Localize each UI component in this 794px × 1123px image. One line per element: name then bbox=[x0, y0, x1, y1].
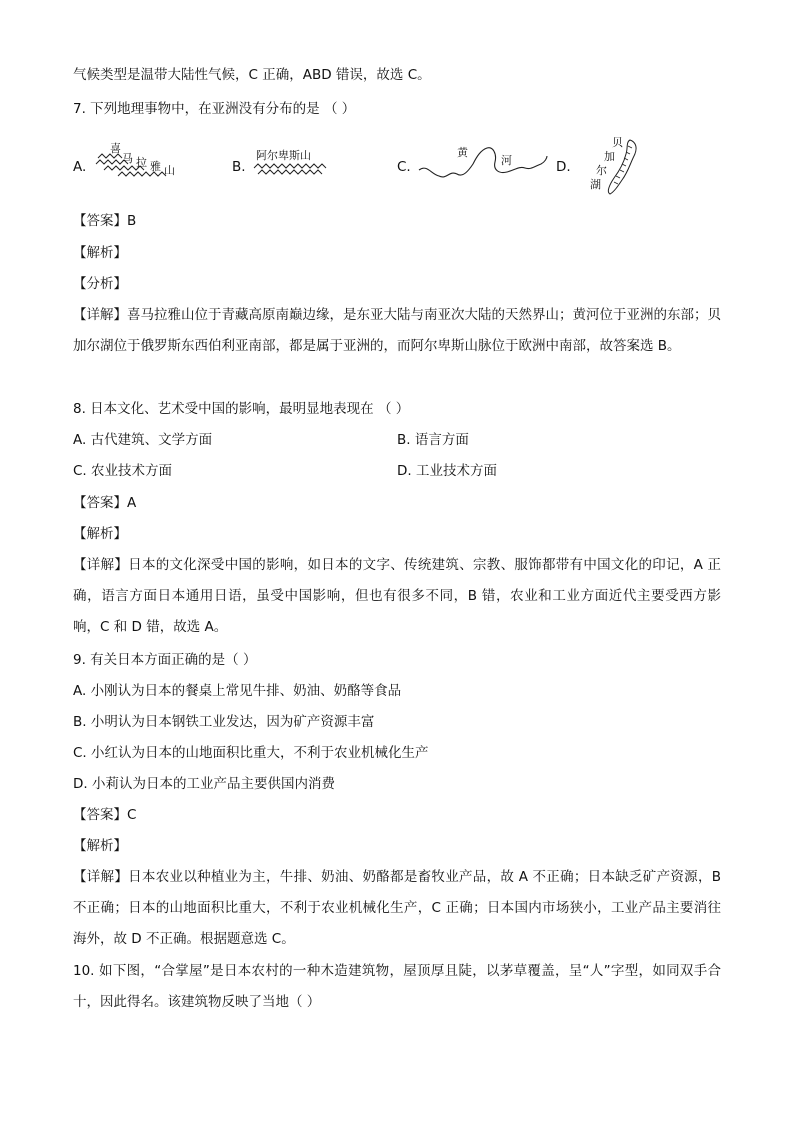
baikal-char-2: 加 bbox=[604, 150, 615, 163]
q8-option-a: A. 古代建筑、文学方面 bbox=[73, 432, 213, 448]
baikal-lake-figure bbox=[586, 134, 644, 198]
baikal-char-3: 尔 bbox=[596, 164, 607, 177]
q7-fenxi-heading: 【分析】 bbox=[73, 276, 127, 292]
question-8: 8. 日本文化、艺术受中国的影响，最明显地表现在 （ ） bbox=[73, 401, 410, 417]
q9-option-c: C. 小红认为日本的山地面积比重大，不利于农业机械化生产 bbox=[73, 745, 429, 761]
baikal-char-4: 湖 bbox=[590, 178, 601, 191]
q8-option-b: B. 语言方面 bbox=[397, 432, 469, 448]
yellow-river-char-2: 河 bbox=[501, 154, 512, 167]
q7-option-c-label: C. bbox=[397, 159, 411, 175]
himalaya-char-2: 马 bbox=[122, 152, 133, 165]
question-9: 9. 有关日本方面正确的是（ ） bbox=[73, 652, 257, 668]
himalaya-char-1: 喜 bbox=[110, 142, 121, 155]
himalaya-char-4: 雅 bbox=[150, 160, 161, 173]
himalaya-char-3: 拉 bbox=[136, 156, 147, 169]
q7-option-a-label: A. bbox=[73, 159, 87, 175]
alps-mountain-figure bbox=[252, 146, 336, 180]
yellow-river-figure bbox=[417, 140, 549, 188]
q7-analysis-heading: 【解析】 bbox=[73, 245, 127, 261]
himalaya-char-5: 山 bbox=[164, 164, 175, 177]
prev-answer-tail: 气候类型是温带大陆性气候，C 正确，ABD 错误，故选 C。 bbox=[73, 67, 431, 83]
q9-option-b: B. 小明认为日本钢铁工业发达，因为矿产资源丰富 bbox=[73, 714, 375, 730]
q8-option-c: C. 农业技术方面 bbox=[73, 463, 173, 479]
q7-answer: 【答案】B bbox=[73, 213, 137, 229]
q9-option-d: D. 小莉认为日本的工业产品主要供国内消费 bbox=[73, 776, 335, 792]
q8-answer: 【答案】A bbox=[73, 495, 137, 511]
q8-detail: 【详解】日本的文化深受中国的影响，如日本的文字、传统建筑、宗教、服饰都带有中国文化的印记，A 正确，语言方面日本通用日语，虽受中国影响，但也有很多不同，B 错，农业和工业方面近代主要受西方影响，C 和 D 错，故选 A。 bbox=[73, 557, 721, 635]
q9-answer: 【答案】C bbox=[73, 807, 137, 823]
q9-detail: 【详解】日本农业以种植业为主，牛排、奶油、奶酪都是畜牧业产品，故 A 不正确；日本缺乏矿产资源，B 不正确；日本的山地面积比重大，不利于农业机械化生产，C 正确；日本国内市场狭小，工业产品主要消往海外，故 D 不正确。根据题意选 C。 bbox=[73, 869, 721, 947]
q7-detail: 【详解】喜马拉雅山位于青藏高原南巅边缘，是东亚大陆与南亚次大陆的天然界山；黄河位于亚洲的东部；贝加尔湖位于俄罗斯东西伯利亚南部，都是属于亚洲的，而阿尔卑斯山脉位于欧洲中南部，故答案选 B。 bbox=[73, 307, 721, 354]
q9-analysis-heading: 【解析】 bbox=[73, 838, 127, 854]
q7-option-d-label: D. bbox=[556, 159, 571, 175]
q7-option-b-label: B. bbox=[232, 159, 246, 175]
baikal-char-1: 贝 bbox=[612, 136, 623, 149]
q8-option-d: D. 工业技术方面 bbox=[397, 463, 497, 479]
himalaya-mountain-figure bbox=[94, 140, 186, 182]
q9-option-a: A. 小刚认为日本的餐桌上常见牛排、奶油、奶酪等食品 bbox=[73, 683, 402, 699]
question-7: 7. 下列地理事物中，在亚洲没有分布的是 （ ） bbox=[73, 101, 356, 117]
question-10: 10. 如下图，“合掌屋”是日本农村的一种木造建筑物，屋顶厚且陡，以茅草覆盖，呈“人”字型，如同双手合十，因此得名。该建筑物反映了当地（ ） bbox=[73, 963, 721, 1010]
yellow-river-char-1: 黄 bbox=[457, 146, 468, 159]
alps-label: 阿尔卑斯山 bbox=[256, 149, 311, 162]
q8-analysis-heading: 【解析】 bbox=[73, 526, 127, 542]
